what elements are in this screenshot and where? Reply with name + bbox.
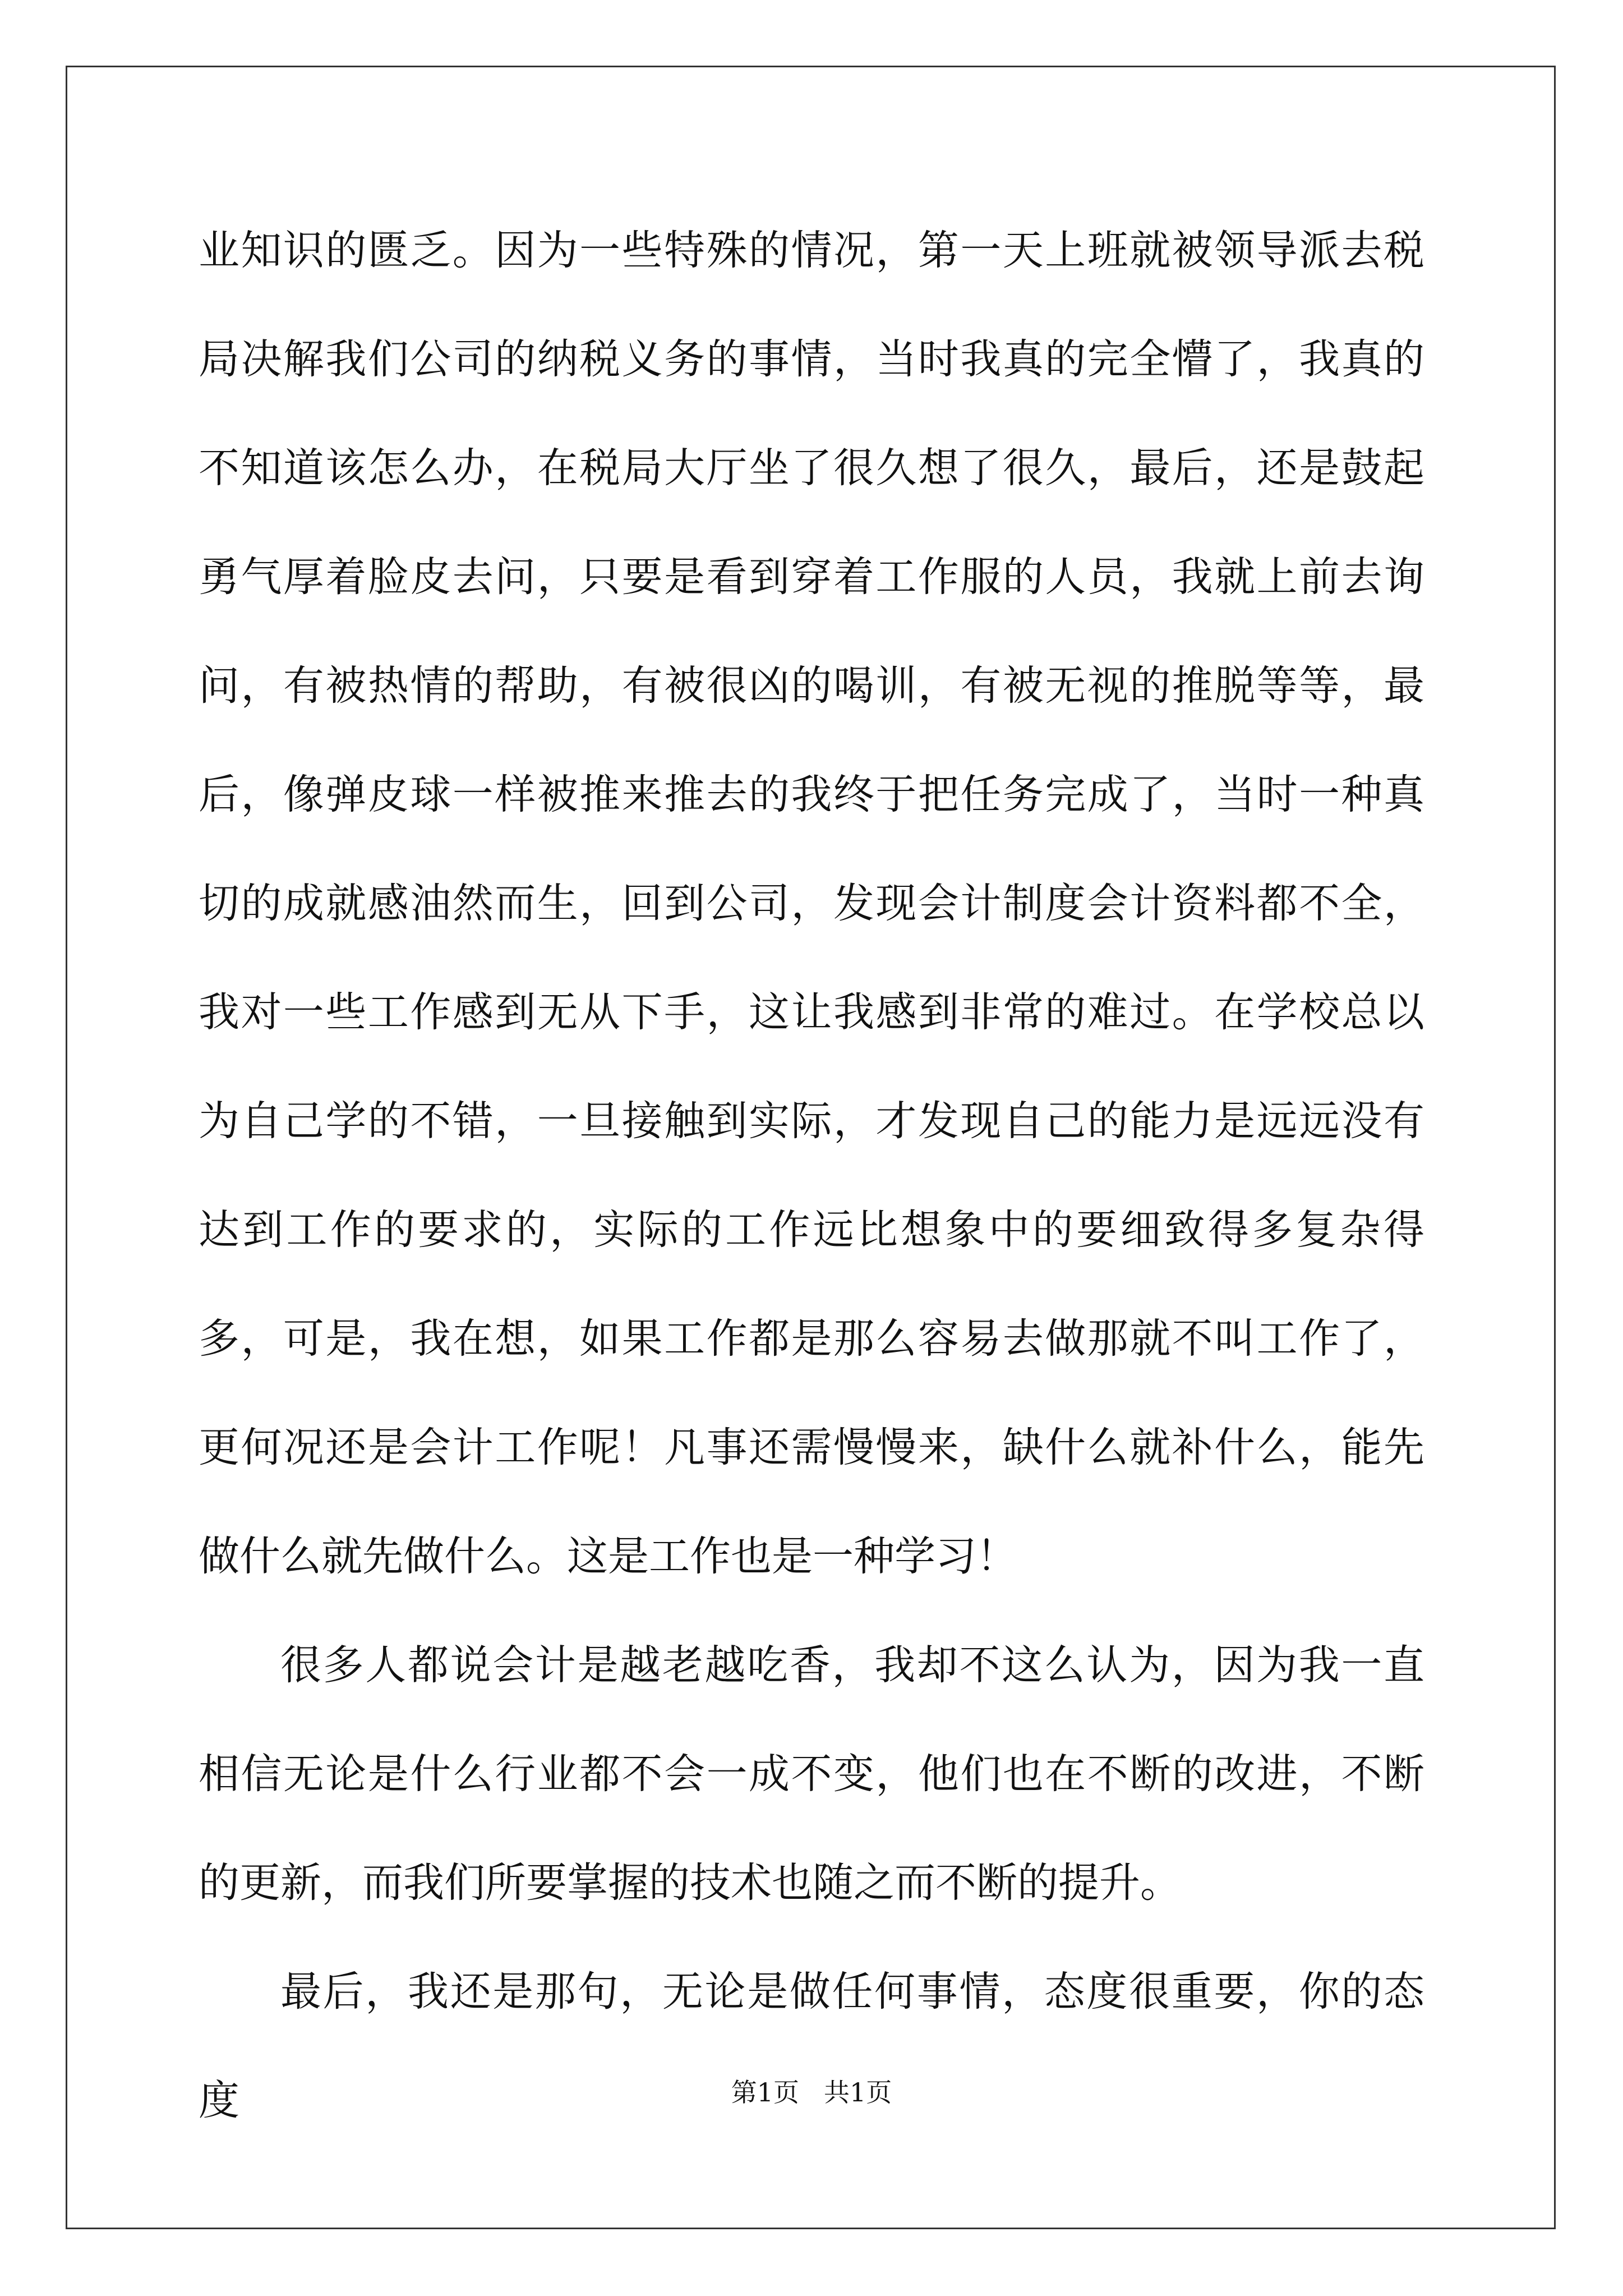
page-total: 共1页 <box>823 2077 892 2108</box>
document-body <box>199 196 1424 2155</box>
paragraph-2: 很多人都说会计是越老越吃香，我却不这么认为，因为我一直相信无论是什么行业都不会一成不变，他们也在不断的改进，不断的更新，而我们所要掌握的技术也随之而不断的提升。 <box>199 1641 1424 1907</box>
paragraph-3: 最后，我还是那句，无论是做任何事情，态度很重要，你的态度 <box>199 1968 1424 2124</box>
page-footer <box>0 2076 1623 2109</box>
paragraph-1: 业知识的匮乏。因为一些特殊的情况，第一天上班就被领导派去税局决解我们公司的纳税义务的事情，当时我真的完全懵了，我真的不知道该怎么办，在税局大厅坐了很久想了很久，最后，还是鼓起勇气厚着脸皮去问，只要是看到穿着工作服的人员，我就上前去询问，有被热情的帮助，有被很凶的喝训，有被无视的推脱等等，最后，像弹皮球一样被推来推去的我终于把任务完成了，当时一种真切的成就感油然而生，回到公司，发现会计制度会计资料都不全，我对一些工作感到无从下手，这让我感到非常的难过。在学校总以为自己学的不错，一旦接触到实际，才发现自己的能力是远远没有达到工作的要求的，实际的工作远比想象中的要细致得多复杂得多，可是，我在想，如果工作都是那么容易去做那就不叫工作了，更何况还是会计工作呢！凡事还需慢慢来，缺什么就补什么，能先做什么就先做什么。这是工作也是一种学习！ <box>199 227 1424 1580</box>
page-number: 第1页 <box>731 2077 800 2108</box>
footer-spacer <box>799 2077 824 2108</box>
